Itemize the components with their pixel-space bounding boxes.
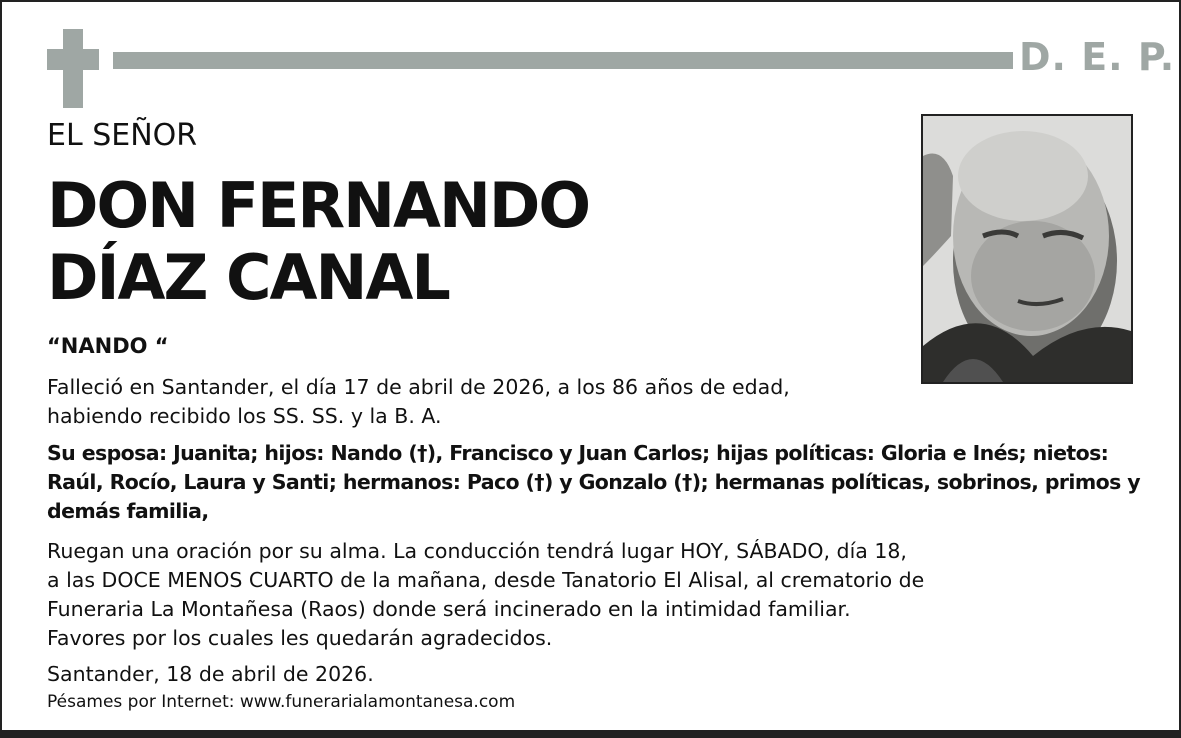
title-prefix: EL SEÑOR [47, 118, 198, 153]
name-line-2: DÍAZ CANAL [47, 241, 449, 314]
nickname: “NANDO “ [47, 334, 169, 358]
family-list: Su esposa: Juanita; hijos: Nando (†), Francisco y Juan Carlos; hijas políticas: Gloria e Inés; nietos: Raúl, Rocío, Laura y Santi; hermanos: Paco (†) y Gonzalo (†); hermanas políticas, sobrinos, primos y demás familia, [47, 441, 1140, 523]
deceased-name [47, 170, 589, 314]
death-line-1: Falleció en Santander, el día 17 de abril de 2026, a los 86 años de edad, [47, 375, 790, 399]
portrait-image [923, 116, 1131, 382]
service-line-3: Funeraria La Montañesa (Raos) donde será incinerado en la intimidad familiar. [47, 597, 851, 621]
condolences-web: Pésames por Internet: www.funerarialamontanesa.com [47, 692, 516, 712]
service-details [47, 537, 924, 653]
service-line-1: Ruegan una oración por su alma. La conducción tendrá lugar HOY, SÁBADO, día 18, [47, 539, 907, 563]
place-date: Santander, 18 de abril de 2026. [47, 662, 374, 686]
service-line-2: a las DOCE MENOS CUARTO de la mañana, desde Tanatorio El Alisal, al crematorio de [47, 568, 925, 592]
portrait-photo [921, 114, 1133, 384]
cross-icon-bar [47, 49, 99, 70]
name-line-1: DON FERNANDO [47, 169, 590, 242]
death-line-2: habiendo recibido los SS. SS. y la B. A. [47, 404, 442, 428]
dep-heading: D. E. P. [1019, 35, 1176, 79]
death-notice [47, 373, 790, 431]
header-rule [113, 52, 1013, 69]
service-line-4: Favores por los cuales les quedarán agradecidos. [47, 626, 553, 650]
